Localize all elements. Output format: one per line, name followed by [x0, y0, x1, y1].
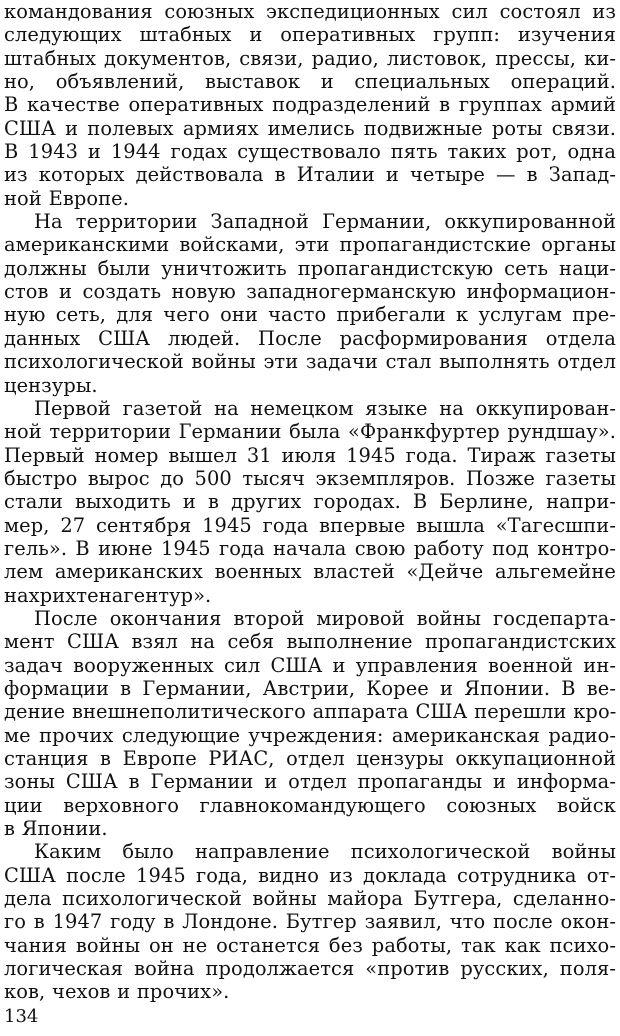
text-line: Первой газетой на немецком языке на оккупирован- — [34, 396, 616, 420]
text-line: гель». В июне 1945 года начала свою работу под контро- — [4, 536, 616, 560]
text-line: американскими войсками, эти пропагандистские органы — [4, 233, 616, 257]
text-line: ме прочих следующие учреждения: американская радио- — [4, 723, 616, 747]
text-line: командования союзных экспедиционных сил состоял из — [4, 0, 616, 23]
text-line: нахрихтенагентур». — [4, 583, 212, 607]
page-number: 134 — [4, 1006, 39, 1027]
text-line: стов и создать новую западногерманскую информацион- — [4, 280, 616, 304]
text-line: США после 1945 года, видно из доклада сотрудника от- — [4, 863, 616, 887]
text-line: зоны США в Германии и отдел пропаганды и информа- — [4, 770, 616, 794]
text-line: быстро вырос до 500 тысяч экземпляров. Позже газеты — [4, 466, 616, 490]
text-line: в Японии. — [4, 817, 108, 841]
text-line: На территории Западной Германии, оккупированной — [34, 210, 616, 234]
text-line: задач вооруженных сил США и управления военной ин- — [4, 653, 616, 677]
text-line: ной территории Германии была «Франкфуртер рундшау». — [4, 420, 616, 444]
text-line: мер, 27 сентября 1945 года впервые вышла «Тагесшпи- — [4, 513, 616, 537]
text-line: ную сеть, для чего они часто прибегали к услугам пре- — [4, 303, 616, 327]
text-line: штабных документов, связи, радио, листовок, прессы, ки- — [4, 46, 616, 70]
text-line: дела психологической войны майора Бутгера, сделанно- — [4, 887, 616, 911]
text-line: но, объявлений, выставок и специальных операций. — [4, 70, 616, 94]
text-line: В 1943 и 1944 годах существовало пять таких рот, одна — [4, 140, 616, 164]
text-line: Каким было направление психологической войны — [34, 840, 616, 864]
text-line: го в 1947 году в Лондоне. Бутгер заявил, что после окон- — [4, 910, 616, 934]
text-line: психологической войны эти задачи стал выполнять отдел — [4, 350, 616, 374]
text-line: ков, чехов и прочих». — [4, 980, 230, 1004]
text-line: станция в Европе РИАС, отдел цензуры оккупационной — [4, 747, 616, 770]
text-line: ции верховного главнокомандующего союзных войск — [4, 793, 616, 817]
text-line: стали выходить и в других городах. В Берлине, напри- — [4, 490, 616, 514]
text-line: США и полевых армиях имелись подвижные роты связи. — [4, 116, 616, 140]
text-line: логическая война продолжается «против русских, поля- — [4, 957, 616, 981]
text-line: дение внешнеполитического аппарата США перешли кро- — [4, 700, 616, 724]
text-line: данных США людей. После расформирования отдела — [4, 326, 616, 350]
text-line: цензуры. — [4, 373, 98, 397]
text-line: После окончания второй мировой войны госдепарта- — [34, 606, 616, 630]
text-line: ной Европе. — [4, 186, 130, 210]
text-line: должны были уничтожить пропагандистскую сеть нaци- — [4, 256, 616, 280]
text-line: следующих штабных и оперативных групп: изучения — [4, 23, 616, 47]
text-line: мент США взял на себя выполнение пропагандистских — [4, 630, 616, 654]
text-line: из которых действовала в Италии и четыре — в Запад- — [4, 163, 616, 187]
text-line: В качестве оперативных подразделений в группах армий — [4, 93, 616, 117]
text-line: Первый номер вышел 31 июля 1945 года. Тираж газеты — [4, 443, 616, 467]
text-line: чания войны он не останется без работы, так как психо- — [4, 933, 616, 957]
body-text — [4, 0, 616, 1004]
text-line: лем американских военных властей «Дейче альгемейне — [4, 560, 616, 584]
text-line: формации в Германии, Австрии, Корее и Японии. В ве- — [4, 676, 616, 700]
